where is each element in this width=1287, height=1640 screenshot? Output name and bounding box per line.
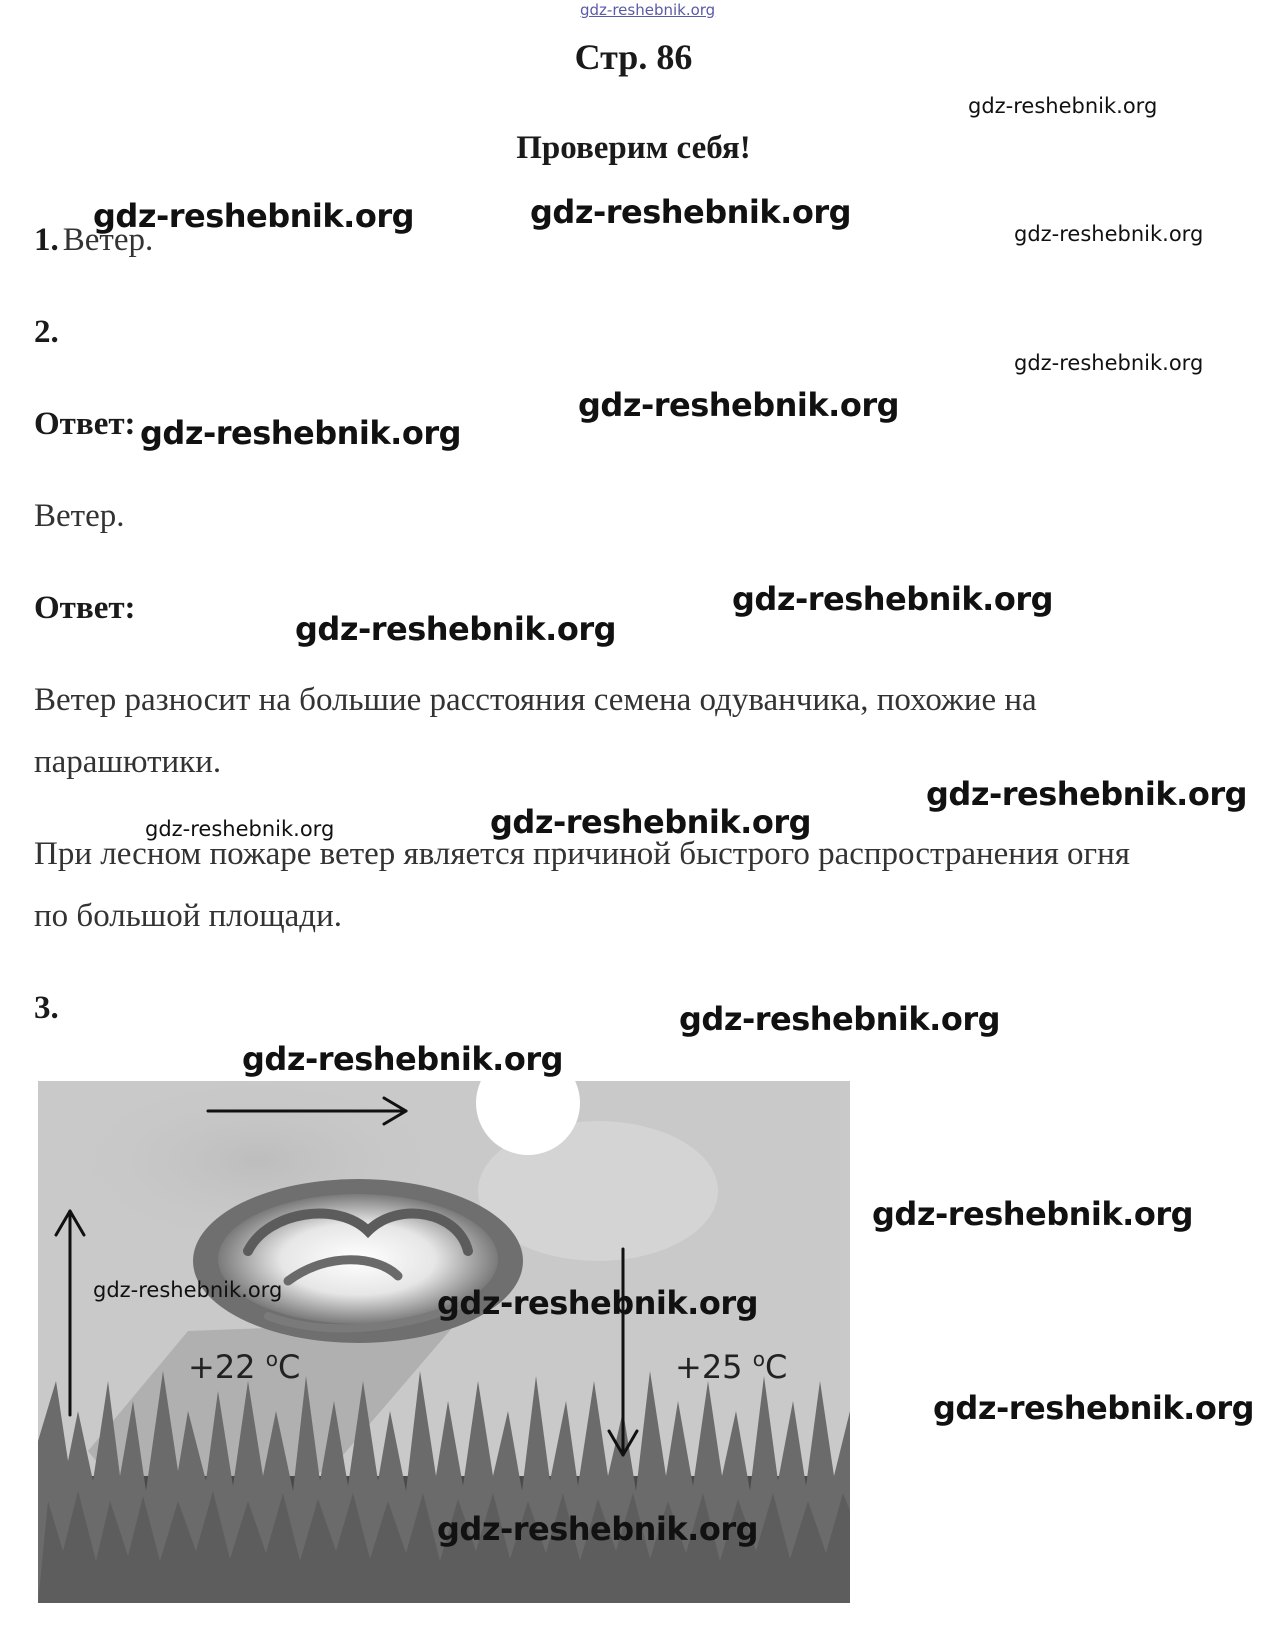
right-temp-degree: o bbox=[752, 1347, 765, 1371]
watermark: gdz-reshebnik.org bbox=[872, 1195, 1193, 1233]
answer-text-1: Ветер. bbox=[34, 498, 125, 534]
paragraph-2-line-2: по большой площади. bbox=[34, 898, 342, 934]
section-title: Проверим себя! bbox=[516, 130, 751, 166]
paragraph-2-line-1: При лесном пожаре ветер является причиной быстрого распространения огня bbox=[34, 836, 1130, 872]
watermark: gdz-reshebnik.org bbox=[437, 1284, 758, 1322]
watermark: gdz-reshebnik.org bbox=[437, 1510, 758, 1548]
watermark: gdz-reshebnik.org bbox=[578, 386, 899, 424]
answer-label-2: Ответ: bbox=[34, 590, 136, 626]
watermark: gdz-reshebnik.org bbox=[93, 197, 414, 235]
watermark: gdz-reshebnik.org bbox=[679, 1000, 1000, 1038]
left-temp-unit: C bbox=[277, 1348, 301, 1386]
watermark: gdz-reshebnik.org bbox=[490, 803, 811, 841]
watermark: gdz-reshebnik.org bbox=[140, 414, 461, 452]
watermark: gdz-reshebnik.org bbox=[933, 1389, 1254, 1427]
answer-label-1: Ответ: bbox=[34, 406, 136, 442]
question-1-number: 1. bbox=[34, 222, 59, 258]
watermark: gdz-reshebnik.org bbox=[968, 94, 1158, 118]
left-temp-value: +22 bbox=[188, 1348, 266, 1386]
question-3-number: 3. bbox=[34, 990, 59, 1026]
page-title: Стр. 86 bbox=[574, 37, 693, 77]
right-temp-unit: C bbox=[764, 1348, 788, 1386]
watermark: gdz-reshebnik.org bbox=[732, 580, 1053, 618]
watermark: gdz-reshebnik.org bbox=[1014, 351, 1204, 375]
watermark: gdz-reshebnik.org bbox=[1014, 222, 1204, 246]
watermark: gdz-reshebnik.org bbox=[242, 1040, 563, 1078]
watermark: gdz-reshebnik.org bbox=[530, 193, 851, 231]
watermark: gdz-reshebnik.org bbox=[145, 817, 335, 841]
right-temp-value: +25 bbox=[675, 1348, 753, 1386]
question-2-number: 2. bbox=[34, 314, 59, 350]
watermark: gdz-reshebnik.org bbox=[93, 1278, 283, 1302]
paragraph-1-line-2: парашютики. bbox=[34, 744, 222, 780]
question-1-answer: Ветер. bbox=[62, 222, 154, 258]
watermark-top: gdz-reshebnik.org bbox=[580, 1, 716, 19]
watermark: gdz-reshebnik.org bbox=[295, 610, 616, 648]
paragraph-1-line-1: Ветер разносит на большие расстояния семена одуванчика, похожие на bbox=[34, 682, 1037, 718]
watermark: gdz-reshebnik.org bbox=[926, 775, 1247, 813]
right-temperature-label bbox=[675, 1347, 787, 1386]
left-temp-degree: o bbox=[265, 1347, 278, 1371]
left-temperature-label bbox=[188, 1347, 300, 1386]
